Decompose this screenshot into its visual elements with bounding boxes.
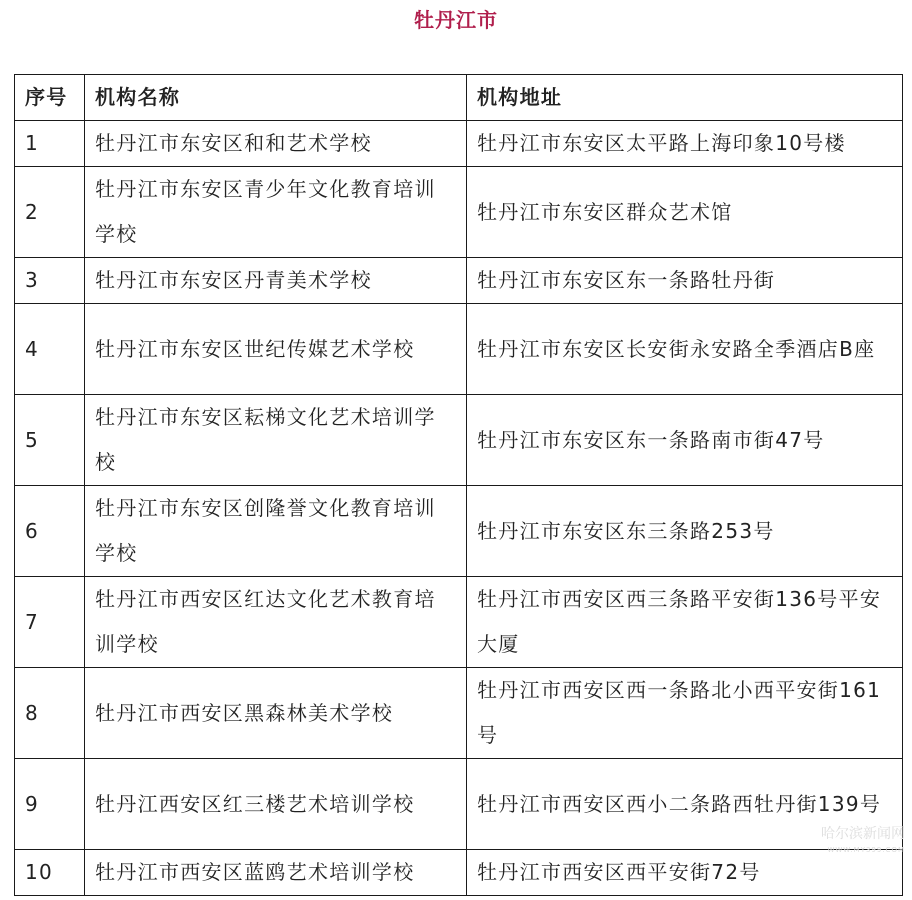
institution-address: 牡丹江市西安区西小二条路西牡丹街139号 bbox=[467, 759, 903, 850]
table-row bbox=[15, 395, 903, 486]
institution-address: 牡丹江市东安区东一条路牡丹街 bbox=[467, 258, 903, 304]
institution-table bbox=[14, 74, 903, 896]
institution-name: 牡丹江市东安区耘梯文化艺术培训学校 bbox=[85, 395, 467, 486]
institution-address: 牡丹江市西安区西平安街72号 bbox=[467, 850, 903, 896]
row-number: 4 bbox=[15, 304, 85, 395]
watermark-text: 哈尔滨新闻网 bbox=[821, 826, 905, 842]
institution-name: 牡丹江市东安区丹青美术学校 bbox=[85, 258, 467, 304]
institution-name: 牡丹江西安区红三楼艺术培训学校 bbox=[85, 759, 467, 850]
table-row bbox=[15, 167, 903, 258]
institution-address: 牡丹江市西安区西一条路北小西平安街161号 bbox=[467, 668, 903, 759]
table-header-row bbox=[15, 75, 903, 121]
institution-address: 牡丹江市东安区太平路上海印象10号楼 bbox=[467, 121, 903, 167]
watermark-logo bbox=[795, 826, 905, 858]
table-row bbox=[15, 668, 903, 759]
table-row bbox=[15, 577, 903, 668]
table-row bbox=[15, 121, 903, 167]
institution-name: 牡丹江市西安区蓝鸥艺术培训学校 bbox=[85, 850, 467, 896]
row-number: 9 bbox=[15, 759, 85, 850]
table-row bbox=[15, 759, 903, 850]
row-number: 1 bbox=[15, 121, 85, 167]
table-row bbox=[15, 486, 903, 577]
row-number: 8 bbox=[15, 668, 85, 759]
institution-address: 牡丹江市东安区长安街永安路全季酒店B座 bbox=[467, 304, 903, 395]
table-row bbox=[15, 258, 903, 304]
header-number: 序号 bbox=[15, 75, 85, 121]
row-number: 6 bbox=[15, 486, 85, 577]
page-title: 牡丹江市 bbox=[414, 8, 498, 32]
institution-address: 牡丹江市东安区群众艺术馆 bbox=[467, 167, 903, 258]
institution-name: 牡丹江市东安区创隆誉文化教育培训学校 bbox=[85, 486, 467, 577]
institution-name: 牡丹江市东安区青少年文化教育培训学校 bbox=[85, 167, 467, 258]
institution-name: 牡丹江市东安区世纪传媒艺术学校 bbox=[85, 304, 467, 395]
table-row bbox=[15, 850, 903, 896]
header-institution-address: 机构地址 bbox=[467, 75, 903, 121]
header-institution-name: 机构名称 bbox=[85, 75, 467, 121]
row-number: 2 bbox=[15, 167, 85, 258]
institution-address: 牡丹江市东安区东一条路南市街47号 bbox=[467, 395, 903, 486]
row-number: 10 bbox=[15, 850, 85, 896]
institution-name: 牡丹江市东安区和和艺术学校 bbox=[85, 121, 467, 167]
watermark-url: WWW.MY399.COM bbox=[827, 846, 905, 854]
institution-address: 牡丹江市西安区西三条路平安街136号平安大厦 bbox=[467, 577, 903, 668]
institution-name: 牡丹江市西安区红达文化艺术教育培训学校 bbox=[85, 577, 467, 668]
row-number: 7 bbox=[15, 577, 85, 668]
row-number: 3 bbox=[15, 258, 85, 304]
table-row bbox=[15, 304, 903, 395]
institution-address: 牡丹江市东安区东三条路253号 bbox=[467, 486, 903, 577]
row-number: 5 bbox=[15, 395, 85, 486]
institution-name: 牡丹江市西安区黑森林美术学校 bbox=[85, 668, 467, 759]
